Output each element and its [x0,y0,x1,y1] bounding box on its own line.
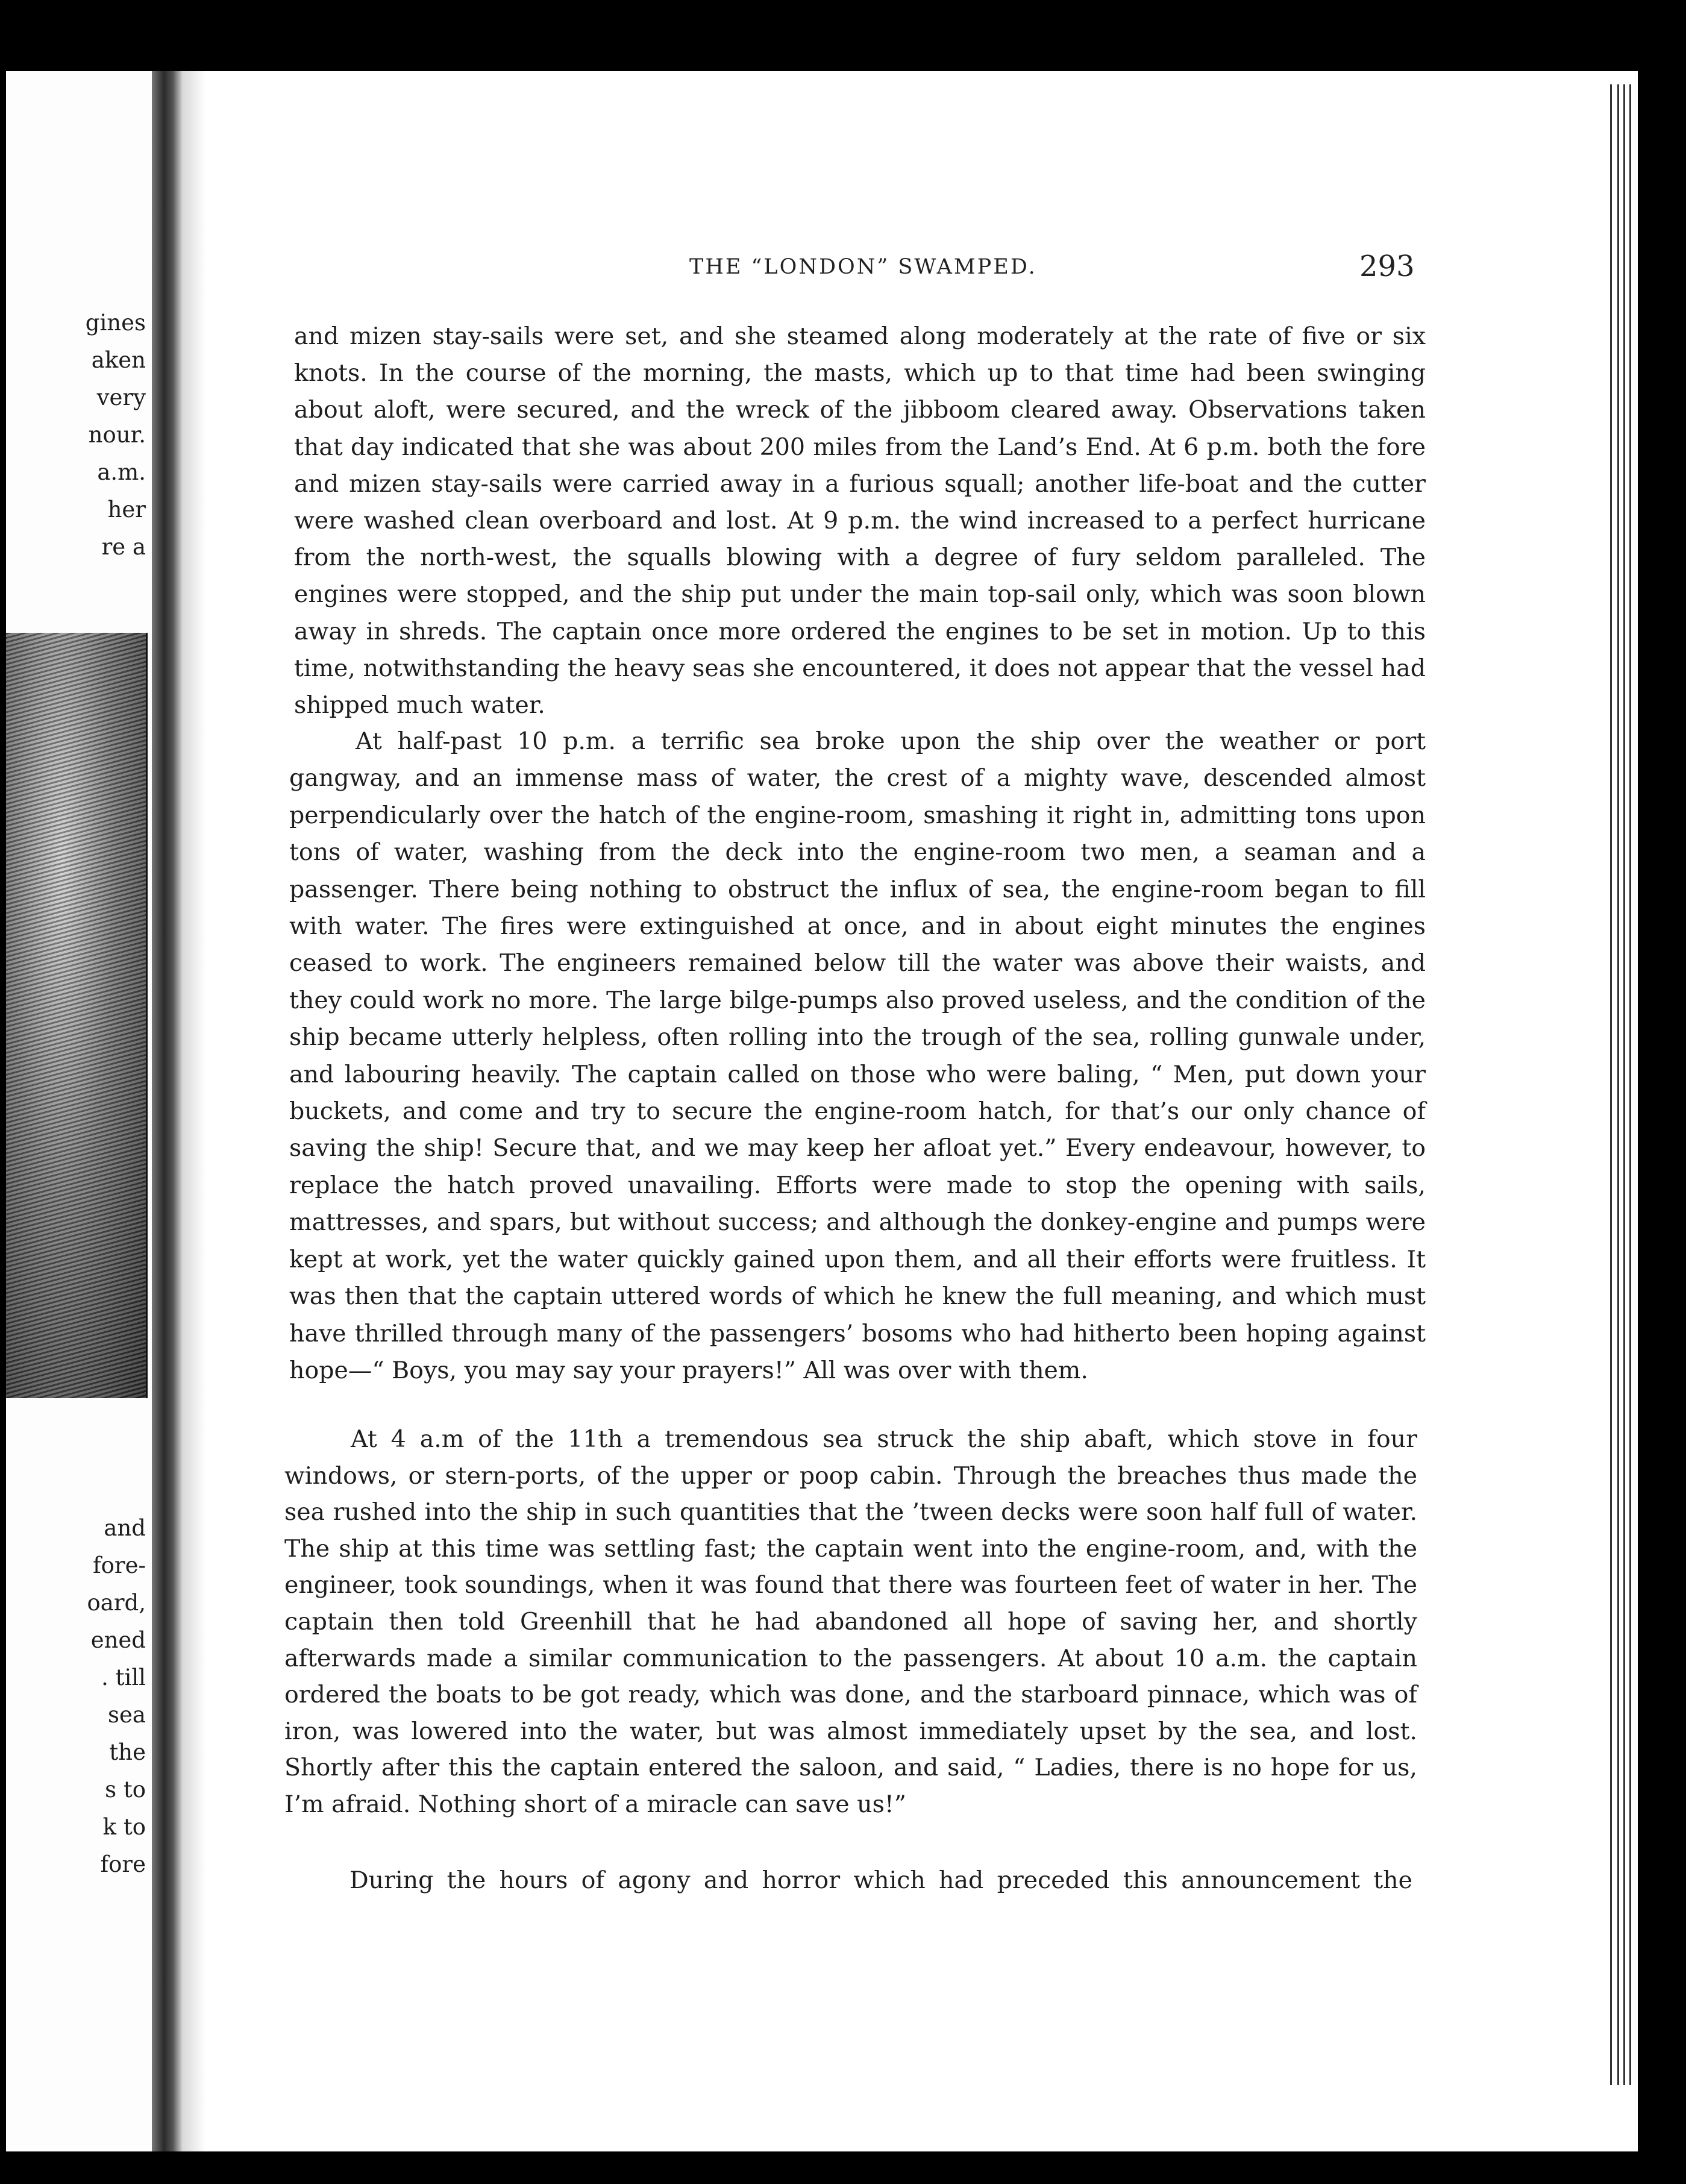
facing-line: . till [101,1665,146,1690]
facing-page-engraving [6,633,148,1398]
scan-border-top [0,0,1686,71]
facing-page-text-bottom [6,1510,146,1883]
facing-line: a.m. [97,459,146,485]
page-edge-line [1610,84,1612,2085]
book-spine [152,71,182,2151]
page-edge-line [1629,84,1631,2085]
page-edge-line [1623,84,1625,2085]
facing-line: ened [90,1627,146,1653]
facing-line: her [107,497,146,522]
page-edge-line [1617,84,1619,2085]
scan-border-bottom [0,2151,1686,2184]
facing-line: k to [102,1814,146,1840]
paragraph: During the hours of agony and horror which had preceded this announcement the [349,1866,1412,1894]
facing-line: and [104,1515,146,1541]
running-head: THE “LONDON” SWAMPED. [689,255,1037,279]
facing-line: fore- [92,1552,146,1578]
page-number: 293 [1359,249,1415,283]
facing-page-text-top [6,304,146,566]
facing-line: the [109,1739,146,1765]
facing-line: re a [101,534,146,560]
paragraph: At half-past 10 p.m. a terrific sea broke upon the ship over the weather or port gangway, and an immense mass of water, the crest of a mighty wave, descended almost perpendicularly over the hatch of the engine-room, smashing it right in, admitting tons upon tons of water, washing from the deck into the engine-room two men, a seaman and a passenger. There being nothing to obstruct the influx of sea, the engine-room began to fill with water. The fires were extinguished at once, and in about eight minutes the engines ceased to work. The engineers remained below till the water was above their waists, and they could work no more. The large bilge-pumps also proved useless, and the condition of the ship became utterly helpless, often rolling into the trough of the sea, rolling gunwale under, and labouring heavily. The captain called on those who were baling, “ Men, put down your buckets, and come and try to secure the engine-room hatch, for that’s our only chance of saving the ship! Secure that, and we may keep her afloat yet.” Every endeavour, however, to replace the hatch proved unavailing. Efforts were made to stop the opening with sails, mattresses, and spars, but without success; and although the donkey-engine and pumps were kept at work, yet the water quickly gained upon them, and all their efforts were fruitless. It was then that the captain uttered words of which he knew the full meaning, and which must have thrilled through many of the passengers’ bosoms who had hitherto been hoping against hope—“ Boys, you may say your prayers!” All was over with them. [289,727,1426,1384]
facing-line: very [96,384,146,410]
paragraph: and mizen stay-sails were set, and she steamed along moderately at the rate of five or six knots. In the course of the morning, the masts, which up to that time had been swinging about aloft, were secured, and the wreck of the jibboom cleared away. Observations taken that day indicated that she was about 200 miles from the Land’s End. At 6 p.m. both the fore and mizen stay-sails were carried away in a furious squall; another life-boat and the cutter were washed clean overboard and lost. At 9 p.m. the wind increased to a perfect hurricane from the north-west, the squalls blowing with a degree of fury seldom paralleled. The engines were stopped, and the ship put under the main top-sail only, which was soon blown away in shreds. The captain once more ordered the engines to be set in motion. Up to this time, notwithstanding the heavy seas she encountered, it does not appear that the vessel had shipped much water. [294,322,1426,720]
facing-line: nour. [88,422,146,448]
facing-line: oard, [87,1590,146,1616]
gutter-shadow [182,71,206,2151]
scan-border-right [1638,0,1686,2184]
facing-line: gines [85,310,146,336]
facing-line: sea [108,1702,146,1728]
facing-line: fore [100,1851,146,1877]
scan-border-left [0,71,6,2151]
paragraph: At 4 a.m of the 11th a tremendous sea struck the ship abaft, which stove in four windows, or stern-ports, of the upper or poop cabin. Through the breaches thus made the sea rushed into the ship in such quantities that the ’tween decks were soon half full of water. The ship at this time was settling fast; the captain went into the engine-room, and, with the engineer, took soundings, when it was found that there was fourteen feet of water in her. The captain then told Greenhill that he had abandoned all hope of saving her, and shortly afterwards made a similar communication to the passengers. At about 10 a.m. the captain ordered the boats to be got ready, which was done, and the starboard pinnace, which was of iron, was lowered into the water, but was almost immediately upset by the sea, and lost. Shortly after this the captain entered the saloon, and said, “ Ladies, there is no hope for us, I’m afraid. Nothing short of a miracle can save us!” [284,1425,1417,1818]
facing-line: s to [105,1777,146,1803]
facing-line: aken [91,347,146,373]
